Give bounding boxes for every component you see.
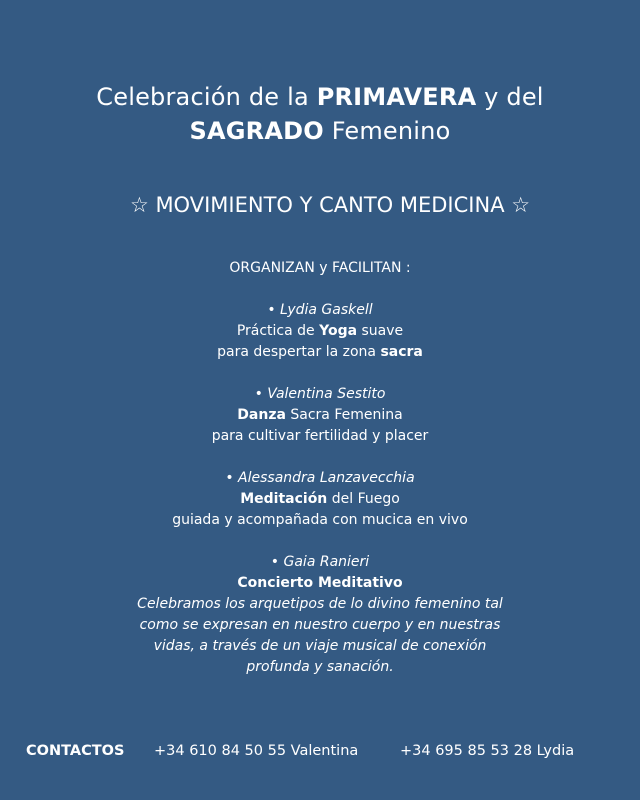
facilitator-name: • Valentina Sestito (254, 386, 386, 402)
facilitator-description (0, 594, 640, 678)
facilitator-activity: Concierto Meditativo (237, 575, 403, 591)
phone-valentina: +34 610 84 50 55 Valentina (154, 743, 359, 759)
organizers-heading: ORGANIZAN y FACILITAN : (229, 260, 411, 276)
facilitator-description: guiada y acompañada con mucica en vivo (172, 512, 468, 528)
facilitator-activity: Meditación del Fuego (240, 491, 400, 507)
facilitator-name: • Lydia Gaskell (267, 302, 373, 318)
description-line: vidas, a través de un viaje musical de conexión (153, 638, 487, 654)
facilitator-block (0, 384, 640, 447)
facilitator-block (0, 468, 640, 531)
description-line: como se expresan en nuestro cuerpo y en nuestras (139, 617, 501, 633)
facilitator-description: para cultivar fertilidad y placer (211, 428, 429, 444)
description-line: profunda y sanación. (246, 659, 394, 675)
title-line-1: Celebración de la PRIMAVERA y del (96, 83, 544, 111)
facilitator-description: para despertar la zona sacra (217, 344, 423, 360)
phone-lydia: +34 695 85 53 28 Lydia (400, 743, 575, 759)
title-line-2: SAGRADO Femenino (189, 117, 451, 145)
facilitator-activity: Práctica de Yoga suave (236, 323, 404, 339)
description-line: Celebramos los arquetipos de lo divino femenino tal (137, 596, 503, 612)
contacts-label: CONTACTOS (26, 743, 125, 759)
event-title (0, 80, 640, 148)
facilitator-activity: Danza Sacra Femenina (237, 407, 403, 423)
facilitator-name: • Gaia Ranieri (270, 554, 370, 570)
facilitator-block (0, 552, 640, 678)
facilitator-block (0, 300, 640, 363)
event-subtitle: ☆ MOVIMIENTO Y CANTO MEDICINA ☆ (129, 193, 531, 217)
facilitator-name: • Alessandra Lanzavecchia (225, 470, 415, 486)
